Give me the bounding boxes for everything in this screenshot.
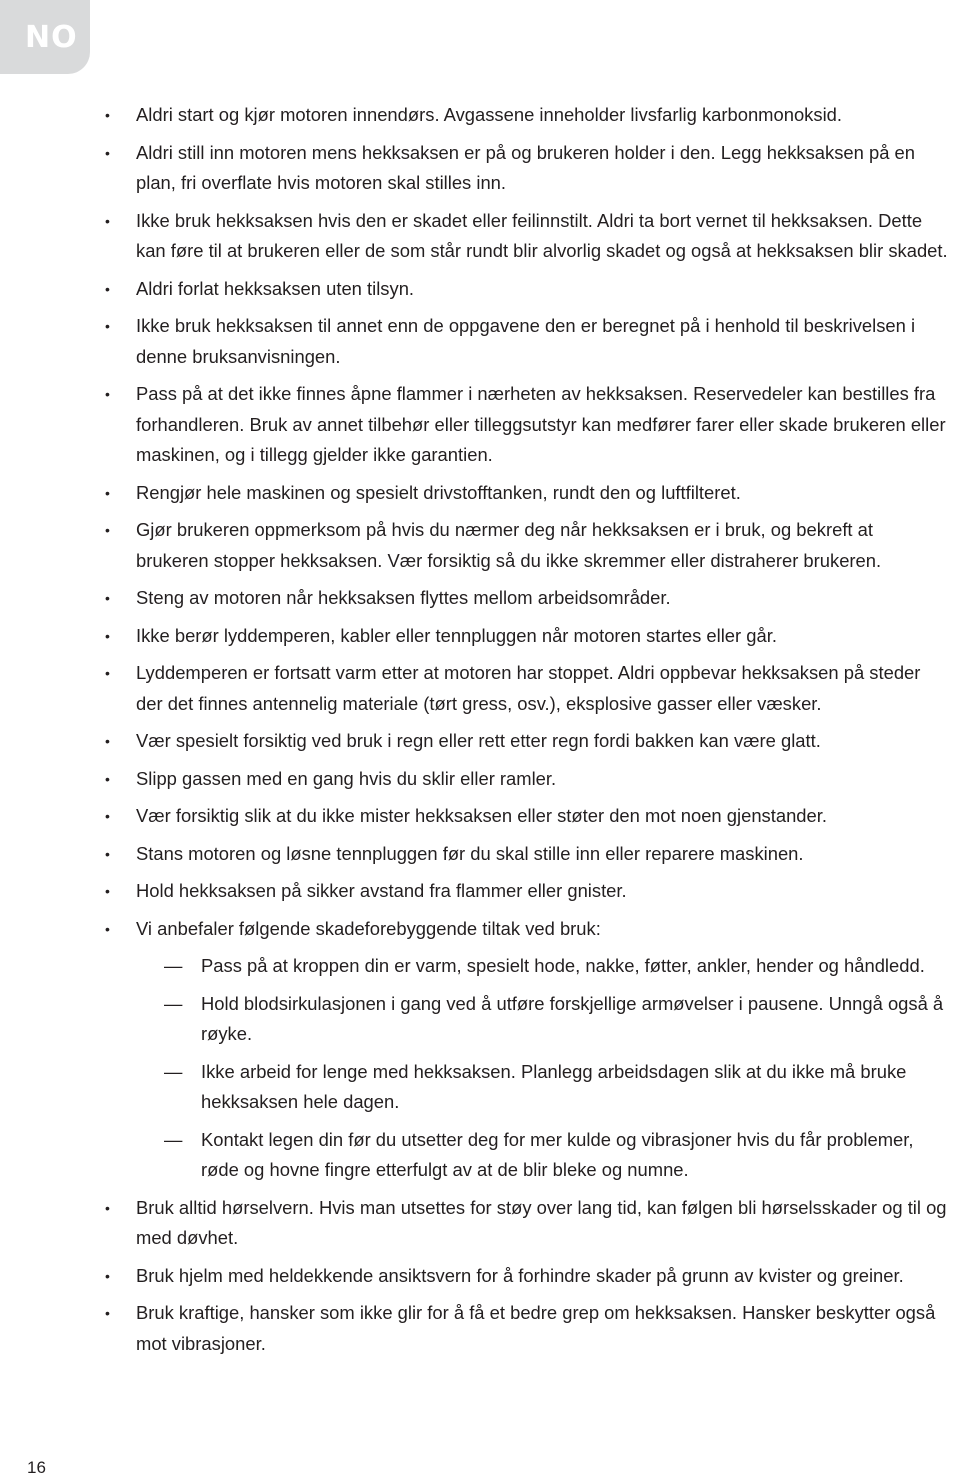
- list-item: • Vi anbefaler følgende skadeforebyggende tiltak ved bruk:: [0, 914, 960, 945]
- dash-icon: —: [164, 955, 183, 976]
- bullet-icon: •: [105, 107, 110, 123]
- bullet-icon: •: [105, 845, 110, 862]
- list-item: • Aldri start og kjør motoren innendørs. Avgassene inneholder livsfarlig karbonmonoksid.: [0, 100, 960, 131]
- dash-icon: —: [164, 1060, 183, 1082]
- bullet-icon: •: [105, 808, 110, 824]
- page-number: 16: [27, 1458, 46, 1477]
- list-item: • Slipp gassen med en gang hvis du sklir eller ramler.: [0, 764, 960, 795]
- sub-list-item: — Kontakt legen din før du utsetter deg for mer kulde og vibrasjoner hvis du får problemer, røde og hovne fingre etterfulgt av at de blir bleke og numne.: [0, 1125, 960, 1186]
- list-item: • Aldri still inn motoren mens hekksaksen er på og brukeren holder i den. Legg hekksaksen på en plan, fri overflate hvis motoren skal stilles inn.: [0, 138, 960, 199]
- dash-icon: —: [164, 992, 183, 1014]
- list-item: • Ikke bruk hekksaksen til annet enn de oppgavene den er beregnet på i henhold til beskrivelsen i denne bruksanvisningen.: [0, 311, 960, 372]
- dash-icon: —: [164, 1128, 183, 1150]
- list-item: • Pass på at det ikke finnes åpne flammer i nærheten av hekksaksen. Reservedeler kan bestilles fra forhandleren. Bruk av annet tilbehør eller tilleggsutstyr kan medfører farer eller skade brukeren eller maskinen, og i tillegg gjelder ikke garantien.: [0, 379, 960, 471]
- bullet-icon: •: [105, 144, 110, 161]
- language-tab: [0, 0, 90, 74]
- bullet-icon: •: [105, 883, 110, 899]
- bullet-icon: •: [105, 665, 110, 681]
- bullet-icon: •: [105, 386, 110, 402]
- list-item: • Aldri forlat hekksaksen uten tilsyn.: [0, 274, 960, 305]
- bullet-icon: •: [105, 484, 110, 501]
- list-item: • Bruk kraftige, hansker som ikke glir for å få et bedre grep om hekksaksen. Hansker beskytter også mot vibrasjoner.: [0, 1298, 960, 1359]
- bullet-icon: •: [105, 522, 110, 538]
- list-item: • Lyddemperen er fortsatt varm etter at motoren har stoppet. Aldri oppbevar hekksaksen på steder der det finnes antennelig materiale (tørt gress, osv.), eksplosive gasser eller væsker.: [0, 658, 960, 719]
- sub-list: [0, 951, 960, 1186]
- list-item: • Steng av motoren når hekksaksen flyttes mellom arbeidsområder.: [0, 583, 960, 614]
- bullet-icon: •: [105, 212, 110, 229]
- list-item: • Hold hekksaksen på sikker avstand fra flammer eller gnister.: [0, 876, 960, 907]
- language-tab-label: NO: [25, 20, 78, 55]
- bullet-icon: •: [105, 920, 110, 937]
- list-item: • Bruk hjelm med heldekkende ansiktsvern for å forhindre skader på grunn av kvister og greiner.: [0, 1261, 960, 1292]
- bullet-icon: •: [105, 590, 110, 606]
- bullet-icon: •: [105, 1305, 110, 1321]
- list-item: • Ikke bruk hekksaksen hvis den er skadet eller feilinnstilt. Aldri ta bort vernet til hekksaksen. Dette kan føre til at brukeren eller de som står rundt blir alvorlig skadet og også at hekksaksen blir skadet.: [0, 206, 960, 267]
- bullet-icon: •: [105, 280, 110, 297]
- list-item: • Bruk alltid hørselvern. Hvis man utsettes for støy over lang tid, kan følgen bli hørselsskader og til og med døvhet.: [0, 1193, 960, 1254]
- bullet-icon: •: [105, 1199, 110, 1216]
- bullet-icon: •: [105, 318, 110, 334]
- sub-list-item: — Hold blodsirkulasjonen i gang ved å utføre forskjellige armøvelser i pausene. Unngå også å røyke.: [0, 989, 960, 1050]
- sub-list-item: — Ikke arbeid for lenge med hekksaksen. Planlegg arbeidsdagen slik at du ikke må bruke hekksaksen hele dagen.: [0, 1057, 960, 1118]
- list-item: • Rengjør hele maskinen og spesielt drivstofftanken, rundt den og luftfilteret.: [0, 478, 960, 509]
- safety-instructions: [0, 100, 960, 1366]
- bullet-icon: •: [105, 733, 110, 749]
- bullet-icon: •: [105, 627, 110, 644]
- list-item: • Ikke berør lyddemperen, kabler eller tennpluggen når motoren startes eller går.: [0, 621, 960, 652]
- bullet-icon: •: [105, 1267, 110, 1284]
- list-item: • Stans motoren og løsne tennpluggen før du skal stille inn eller reparere maskinen.: [0, 839, 960, 870]
- list-item: • Vær forsiktig slik at du ikke mister hekksaksen eller støter den mot noen gjenstander.: [0, 801, 960, 832]
- bullet-icon: •: [105, 770, 110, 787]
- list-item: • Gjør brukeren oppmerksom på hvis du nærmer deg når hekksaksen er i bruk, og bekreft at brukeren stopper hekksaksen. Vær forsiktig så du ikke skremmer eller distraherer brukeren.: [0, 515, 960, 576]
- list-item: • Vær spesielt forsiktig ved bruk i regn eller rett etter regn fordi bakken kan være glatt.: [0, 726, 960, 757]
- sub-list-item: — Pass på at kroppen din er varm, spesielt hode, nakke, føtter, ankler, hender og håndledd.: [0, 951, 960, 982]
